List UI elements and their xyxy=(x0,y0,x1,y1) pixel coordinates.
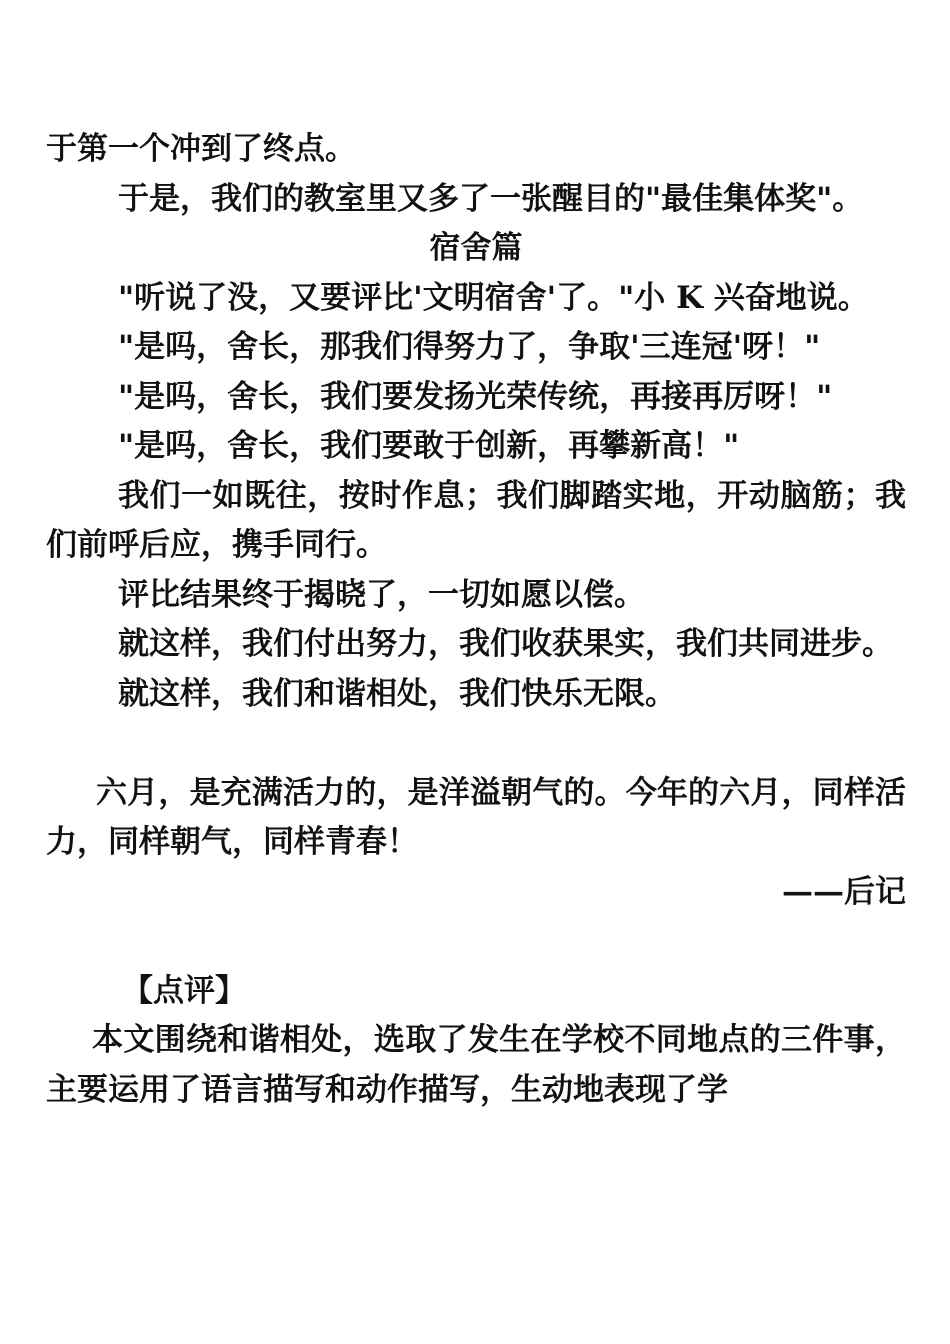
paragraph-1: 于第一个冲到了终点。 xyxy=(46,131,356,167)
review-body: 本文围绕和谐相处，选取了发生在学校不同地点的三件事，主要运用了语言描写和动作描写，生动地表现了学 xyxy=(46,1022,906,1108)
paragraph-5: "是吗，舍长，我们要发扬光荣传统，再接再厉呀！" xyxy=(118,378,833,415)
paragraph-2: 于是，我们的教室里又多了一张醒目的"最佳集体奖"。 xyxy=(118,180,864,217)
postscript-signature: ——后记 xyxy=(782,873,906,910)
review-title: 【点评】 xyxy=(122,972,246,1009)
paragraph-3: "听说了没，又要评比'文明宿舍'了。"小 K 兴奋地说。 xyxy=(118,279,869,316)
paragraph-6: "是吗，舍长，我们要敢于创新，再攀新高！" xyxy=(118,428,740,464)
section-title: 宿舍篇 xyxy=(429,230,523,266)
document-page xyxy=(46,125,906,1115)
paragraph-7: 我们一如既往，按时作息；我们脚踏实地，开动脑筋；我们前呼后应，携手同行。 xyxy=(46,477,906,563)
blank-line xyxy=(46,917,906,967)
paragraph-10: 就这样，我们和谐相处，我们快乐无限。 xyxy=(118,675,676,712)
blank-line xyxy=(46,719,906,769)
paragraph-4: "是吗，舍长，那我们得努力了，争取'三连冠'呀！" xyxy=(118,329,821,365)
paragraph-8: 评比结果终于揭晓了，一切如愿以偿。 xyxy=(118,576,645,613)
paragraph-11: 六月，是充满活力的，是洋溢朝气的。今年的六月，同样活力，同样朝气，同样青春！ xyxy=(46,774,906,860)
paragraph-9: 就这样，我们付出努力，我们收获果实，我们共同进步。 xyxy=(118,626,893,662)
